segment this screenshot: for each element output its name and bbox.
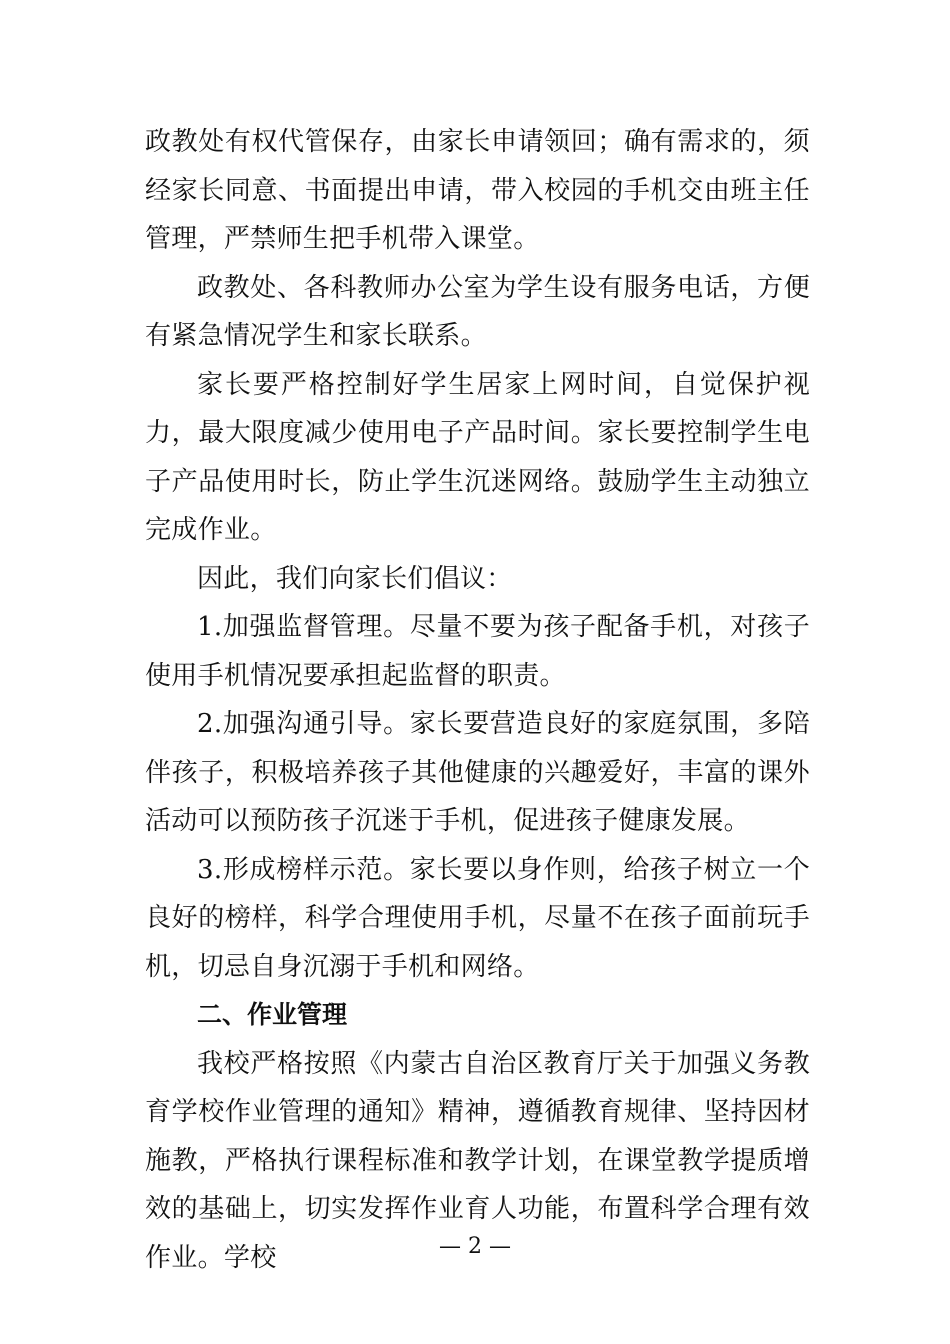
paragraph-service-phone: 政教处、各科教师办公室为学生设有服务电话，方便有紧急情况学生和家长联系。 (145, 272, 810, 351)
paragraph-item-2: 2.加强沟通引导。家长要营造良好的家庭氛围，多陪伴孩子，积极培养孩子其他健康的兴趣爱好，丰富的课外活动可以预防孩子沉迷于手机，促进孩子健康发展。 (145, 709, 810, 836)
document-body (145, 118, 810, 1282)
paragraph-proposal-intro: 因此，我们向家长们倡议： (197, 563, 513, 594)
page-number: — 2 — (439, 1234, 511, 1259)
paragraph-phone-custody: 政教处有权代管保存，由家长申请领回；确有需求的，须经家长同意、书面提出申请，带入校园的手机交由班主任管理，严禁师生把手机带入课堂。 (145, 127, 810, 254)
paragraph-item-3: 3.形成榜样示范。家长要以身作则，给孩子树立一个良好的榜样，科学合理使用手机，尽量不在孩子面前玩手机，切忌自身沉溺于手机和网络。 (145, 854, 810, 982)
paragraph-screen-time: 家长要严格控制好学生居家上网时间，自觉保护视力，最大限度减少使用电子产品时间。家长要控制学生电子产品使用时长，防止学生沉迷网络。鼓励学生主动独立完成作业。 (145, 369, 810, 545)
paragraph-homework-policy: 我校严格按照《内蒙古自治区教育厅关于加强义务教育学校作业管理的通知》精神，遵循教育规律、坚持因材施教，严格执行课程标准和教学计划，在课堂教学提质增效的基础上，切实发挥作业育人功能，布置科学合理有效作业。学校 (145, 1048, 810, 1273)
paragraph-item-1: 1.加强监督管理。尽量不要为孩子配备手机，对孩子使用手机情况要承担起监督的职责。 (145, 612, 810, 691)
section-heading-homework: 二、作业管理 (197, 1000, 348, 1029)
